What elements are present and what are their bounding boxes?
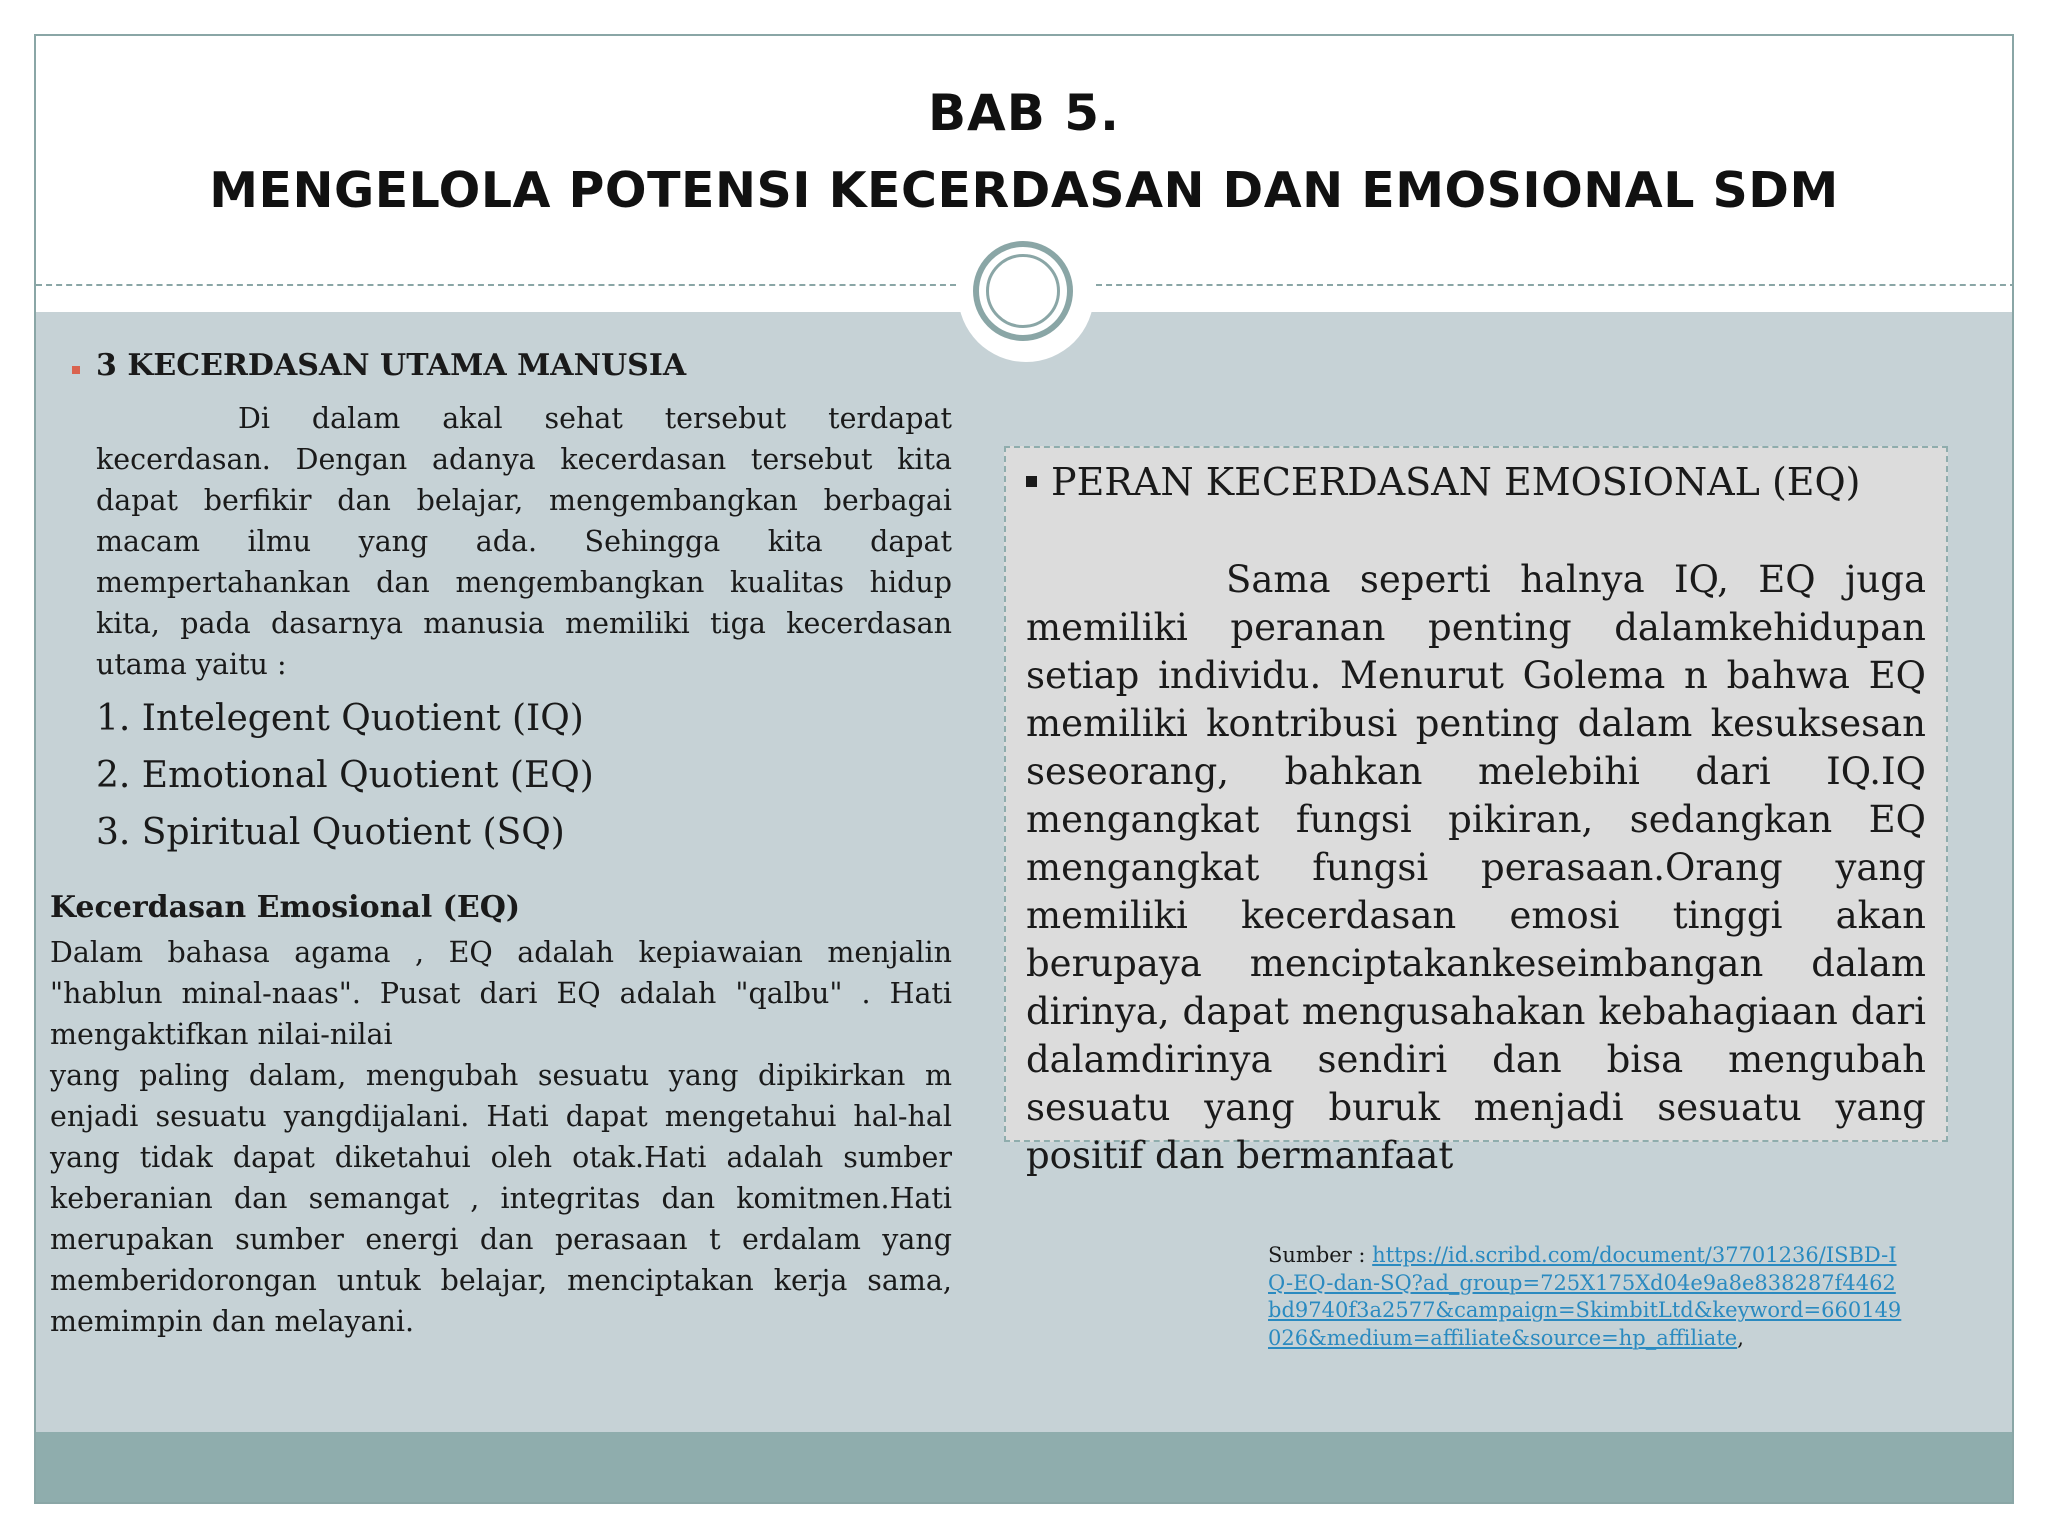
circle-ornament-inner: [986, 254, 1060, 328]
emotional-intelligence-paragraph: [50, 932, 952, 1342]
source-link[interactable]: https://id.scribd.com/document/37701236/ISBD-IQ-EQ-dan-SQ?ad_group=725X175Xd04e9a8e838287f4462bd9740f3a2577&campaign=SkimbitLtd&keyword=660149026&medium=affiliate&source=hp_affiliate: [1268, 1243, 1902, 1350]
section-heading-three-intelligences: 3 KECERDASAN UTAMA MANUSIA: [96, 348, 687, 383]
header-divider-right: [1096, 284, 2014, 286]
intelligence-intro-text: Di dalam akal sehat tersebut terdapat kecerdasan. Dengan adanya kecerdasan tersebut kita dapat berfikir dan belajar, mengembangkan berbagai macam ilmu yang ada. Sehingga kita dapat mempertahankan dan mengembangkan kualitas hidup kita, pada dasarnya manusia memiliki tiga kecerdasan utama yaitu :: [96, 402, 952, 681]
source-citation: [1268, 1242, 1908, 1352]
intelligence-intro-paragraph: [96, 398, 952, 685]
eq-role-heading-text: PERAN KECERDASAN EMOSIONAL (EQ): [1051, 460, 1861, 504]
source-label: Sumber :: [1268, 1243, 1373, 1267]
bullet-icon: [1026, 476, 1037, 487]
eq-role-paragraph: [1026, 556, 1926, 1180]
intelligence-list: [96, 690, 594, 861]
slide-title-chapter: BAB 5.: [927, 84, 1121, 142]
list-item: 1. Intelegent Quotient (IQ): [96, 698, 584, 739]
list-item: 2. Emotional Quotient (EQ): [96, 755, 594, 796]
slide-title: MENGELOLA POTENSI KECERDASAN DAN EMOSIONAL SDM: [209, 162, 1839, 219]
eq-role-heading: [1026, 460, 1861, 504]
footer-band: [36, 1432, 2012, 1504]
emotional-intelligence-text-part2: yang paling dalam, mengubah sesuatu yang dipikirkan m enjadi sesuatu yangdijalani. Hati dapat mengetahui hal-hal yang tidak dapat diketahui oleh otak.Hati adalah sumber keberanian dan semangat , integritas dan komitmen.Hati merupakan sumber energi dan perasaan t erdalam yang memberidorongan untuk belajar, menciptakan kerja sama, memimpin dan melayani.: [50, 1059, 952, 1338]
list-item: 3. Spiritual Quotient (SQ): [96, 812, 565, 853]
section-heading-emotional-intelligence: Kecerdasan Emosional (EQ): [50, 890, 521, 925]
header-divider-left: [36, 284, 956, 286]
bullet-icon: [72, 366, 80, 374]
eq-role-text: Sama seperti halnya IQ, EQ juga memiliki peranan penting dalamkehidupan setiap individu. Menurut Golema n bahwa EQ memiliki kontribusi penting dalam kesuksesan seseorang, bahkan melebihi dari IQ.IQ mengangkat fungsi pikiran, sedangkan EQ mengangkat fungsi perasaan.Orang yang memiliki kecerdasan emosi tinggi akan berupaya menciptakankeseimbangan dalam dirinya, dapat mengusahakan kebahagiaan dari dalamdirinya sendiri dan bisa mengubah sesuatu yang buruk menjadi sesuatu yang positif dan bermanfaat: [1026, 558, 1926, 1177]
source-trailing: ,: [1737, 1325, 1744, 1350]
emotional-intelligence-text-part1: Dalam bahasa agama , EQ adalah kepiawaian menjalin "hablun minal-naas". Pusat dari EQ adalah "qalbu" . Hati mengaktifkan nilai-nilai: [50, 936, 952, 1051]
